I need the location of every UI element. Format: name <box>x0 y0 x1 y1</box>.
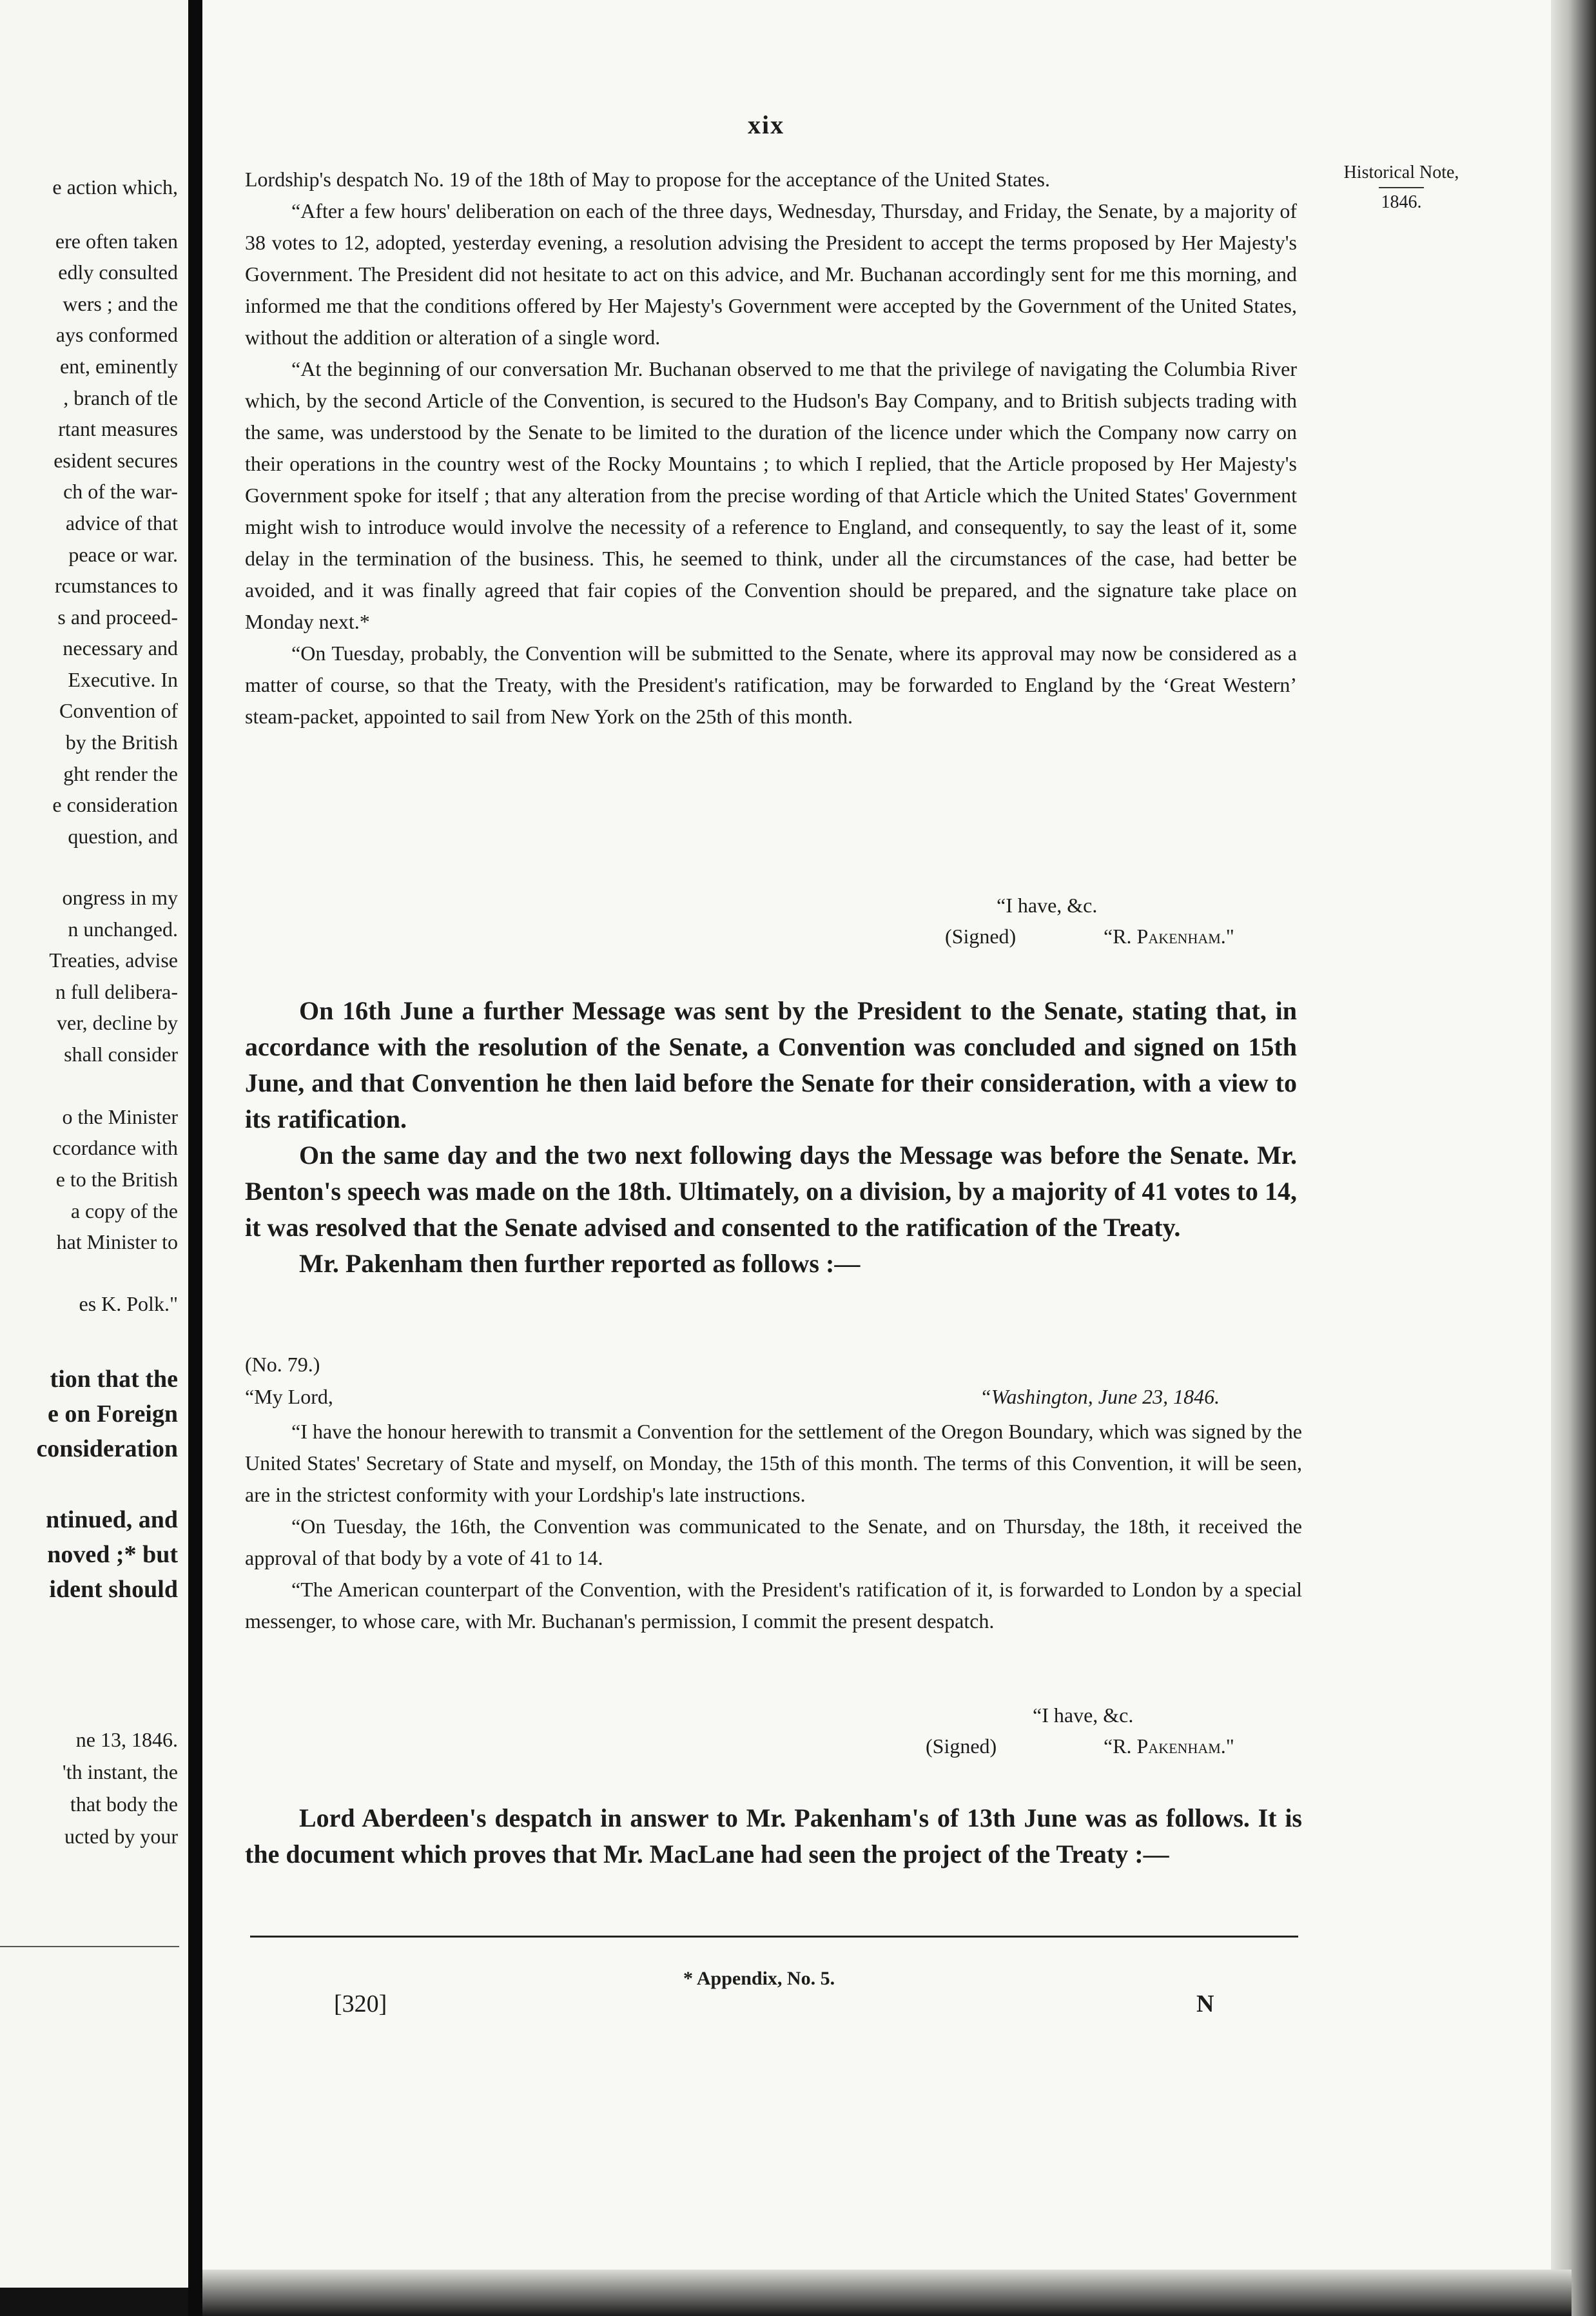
previous-page-line: ntinued, and <box>46 1506 178 1533</box>
previous-page-line: Executive. In <box>68 668 178 691</box>
side-note-year: 1846. <box>1381 192 1422 212</box>
previous-page-line: n unchanged. <box>68 918 178 941</box>
previous-page-line: hat Minister to <box>56 1230 178 1253</box>
previous-page-line: rcumstances to <box>54 574 178 597</box>
previous-page-line: es K. Polk." <box>79 1292 178 1315</box>
previous-page-line: ongress in my <box>62 886 178 909</box>
dateline: “Washington, June 23, 1846. <box>980 1385 1220 1408</box>
paragraph: “I have the honour herewith to transmit a Convention for the settlement of the Oregon Boundary, which was signed by the United States' Secretary of State and myself, on Monday, the 15th of this month. The terms of this Convention, it will be seen, are in the strictest conformity with your Lordship's late instructions. <box>245 1420 1302 1506</box>
paragraph: “On Tuesday, the 16th, the Convention was communicated to the Senate, and on Thursday, the 18th, it received the approval of that body by a vote of 41 to 14. <box>245 1515 1302 1569</box>
previous-page-line: e on Foreign <box>48 1400 178 1428</box>
signed-label: (Signed) <box>926 1734 997 1758</box>
quoted-despatch-part-1 <box>245 164 1297 732</box>
paragraph: Lordship's despatch No. 19 of the 18th of May to propose for the acceptance of the United States. <box>245 168 1050 191</box>
previous-page-line: ere often taken <box>55 230 178 253</box>
previous-page-line: ays conformed <box>55 323 178 346</box>
previous-page-line: by the British <box>65 731 178 754</box>
closing: “I have, &c. <box>997 894 1098 917</box>
narrative-block <box>245 1800 1302 1872</box>
previous-page-line: Treaties, advise <box>49 948 178 972</box>
previous-page-line: advice of that <box>65 511 178 535</box>
previous-page-line: e consideration <box>52 793 178 816</box>
letter-body <box>245 1416 1302 1637</box>
page-bottom-shadow <box>202 2270 1572 2316</box>
paragraph: “On Tuesday, probably, the Convention will be submitted to the Senate, where its approval may now be considered as a matter of course, so that the Treaty, with the President's ratification, may be forwarded to England by the ‘Great Western’ steam-packet, appointed to sail from New York on the 25th of this month. <box>245 642 1297 728</box>
letter-reference: (No. 79.) <box>245 1353 320 1376</box>
page-edge-shadow <box>1551 0 1596 2316</box>
previous-page-line: 'th instant, the <box>62 1760 178 1783</box>
previous-page-rule <box>0 1946 179 1947</box>
paragraph: On 16th June a further Message was sent by the President to the Senate, stating that, in accordance with the resolution of the Senate, a Convention was concluded and signed on 15th June, and that Convention he then laid before the Senate for their consideration, with a view to its ratification. <box>245 996 1297 1133</box>
paragraph: “After a few hours' deliberation on each of the three days, Wednesday, Thursday, and Friday, the Senate, by a majority of 38 votes to 12, adopted, yesterday evening, a resolution advising the President to accept the terms proposed by Her Majesty's Government. The President did not hesitate to act on this advice, and Mr. Buchanan accordingly sent for me this morning, and informed me that the conditions offered by Her Majesty's Government were accepted by the Government of the United States, without the addition or alteration of a single word. <box>245 199 1297 349</box>
side-note <box>1324 162 1479 213</box>
footnote-rule <box>250 1936 1298 1938</box>
previous-page-line: ucted by your <box>64 1825 178 1848</box>
previous-page-line: ne 13, 1846. <box>75 1728 178 1751</box>
previous-page-line: , branch of tle <box>63 386 178 409</box>
previous-page-line: wers ; and the <box>63 292 178 315</box>
signature: “R. Pakenham." <box>1104 925 1234 948</box>
previous-page-line: question, and <box>68 825 178 848</box>
previous-page-line: esident secures <box>54 449 178 472</box>
side-note-rule <box>1379 187 1424 188</box>
narrative-block <box>245 993 1297 1282</box>
previous-page-line: ccordance with <box>52 1136 178 1159</box>
previous-page-line: shall consider <box>64 1043 178 1066</box>
previous-page-line: ght render the <box>63 762 178 785</box>
previous-page-line: rtant measures <box>58 417 178 440</box>
previous-page-line: peace or war. <box>68 543 178 566</box>
signed-label: (Signed) <box>945 925 1017 948</box>
previous-page-line: edly consulted <box>58 260 178 284</box>
previous-page-line: consideration <box>36 1435 178 1462</box>
sheet-number: [320] <box>334 1990 387 2017</box>
page-number: xix <box>748 110 785 139</box>
previous-page-line: Convention of <box>59 699 178 722</box>
previous-page-line: ch of the war- <box>63 480 178 503</box>
previous-page-line: ver, decline by <box>57 1011 178 1034</box>
paragraph: On the same day and the two next following days the Message was before the Senate. Mr. Benton's speech was made on the 18th. Ultimately, on a division, by a majority of 41 votes to 14, it was resolved that the Senate advised and consented to the ratification of the Treaty. <box>245 1141 1297 1242</box>
previous-page-line: o the Minister <box>62 1105 178 1128</box>
previous-page-line: noved ;* but <box>47 1541 178 1568</box>
previous-page-line: e action which, <box>52 175 178 199</box>
paragraph: Mr. Pakenham then further reported as follows :— <box>299 1249 861 1278</box>
footnote: * Appendix, No. 5. <box>683 1968 835 1989</box>
paragraph: Lord Aberdeen's despatch in answer to Mr. Pakenham's of 13th June was as follows. It is the document which proves that Mr. MacLane had seen the project of the Treaty :— <box>245 1803 1302 1869</box>
previous-page-line: ident should <box>49 1576 178 1603</box>
salutation: “My Lord, <box>245 1385 333 1408</box>
book-gutter <box>188 0 202 2316</box>
previous-page-line: that body the <box>70 1792 178 1816</box>
previous-page-line: n full delibera- <box>55 980 178 1003</box>
paragraph: “The American counterpart of the Convention, with the President's ratification of it, is forwarded to London by a special messenger, to whose care, with Mr. Buchanan's permission, I commit the present despatch. <box>245 1578 1302 1633</box>
previous-page-line: s and proceed- <box>57 605 178 629</box>
previous-page-line: e to the British <box>55 1168 178 1191</box>
closing: “I have, &c. <box>1033 1703 1134 1727</box>
previous-page-line: ent, eminently <box>59 355 178 378</box>
previous-page-fragment <box>0 0 188 2288</box>
signature: “R. Pakenham." <box>1104 1734 1234 1758</box>
previous-page-line: tion that the <box>50 1366 178 1393</box>
side-note-title: Historical Note, <box>1343 162 1459 182</box>
previous-page-line: a copy of the <box>70 1199 178 1222</box>
printer-signature-mark: N <box>1196 1990 1214 2017</box>
previous-page-line: necessary and <box>63 636 178 660</box>
paragraph: “At the beginning of our conversation Mr. Buchanan observed to me that the privilege of navigating the Columbia River which, by the second Article of the Convention, is secured to the Hudson's Bay Company, and to British subjects trading with the same, was understood by the Senate to be limited to the duration of the licence under which the Company now carry on their operations in the country west of the Rocky Mountains ; to which I replied, that the Article proposed by Her Majesty's Government spoke for itself ; that any alteration from the precise wording of that Article which the United States' Government might wish to introduce would involve the necessity of a reference to England, and consequently, to say the least of it, some delay in the termination of the business. This, he seemed to think, under all the circumstances of the case, had better be avoided, and it was finally agreed that fair copies of the Convention should be prepared, and the signature take place on Monday next.* <box>245 357 1297 633</box>
